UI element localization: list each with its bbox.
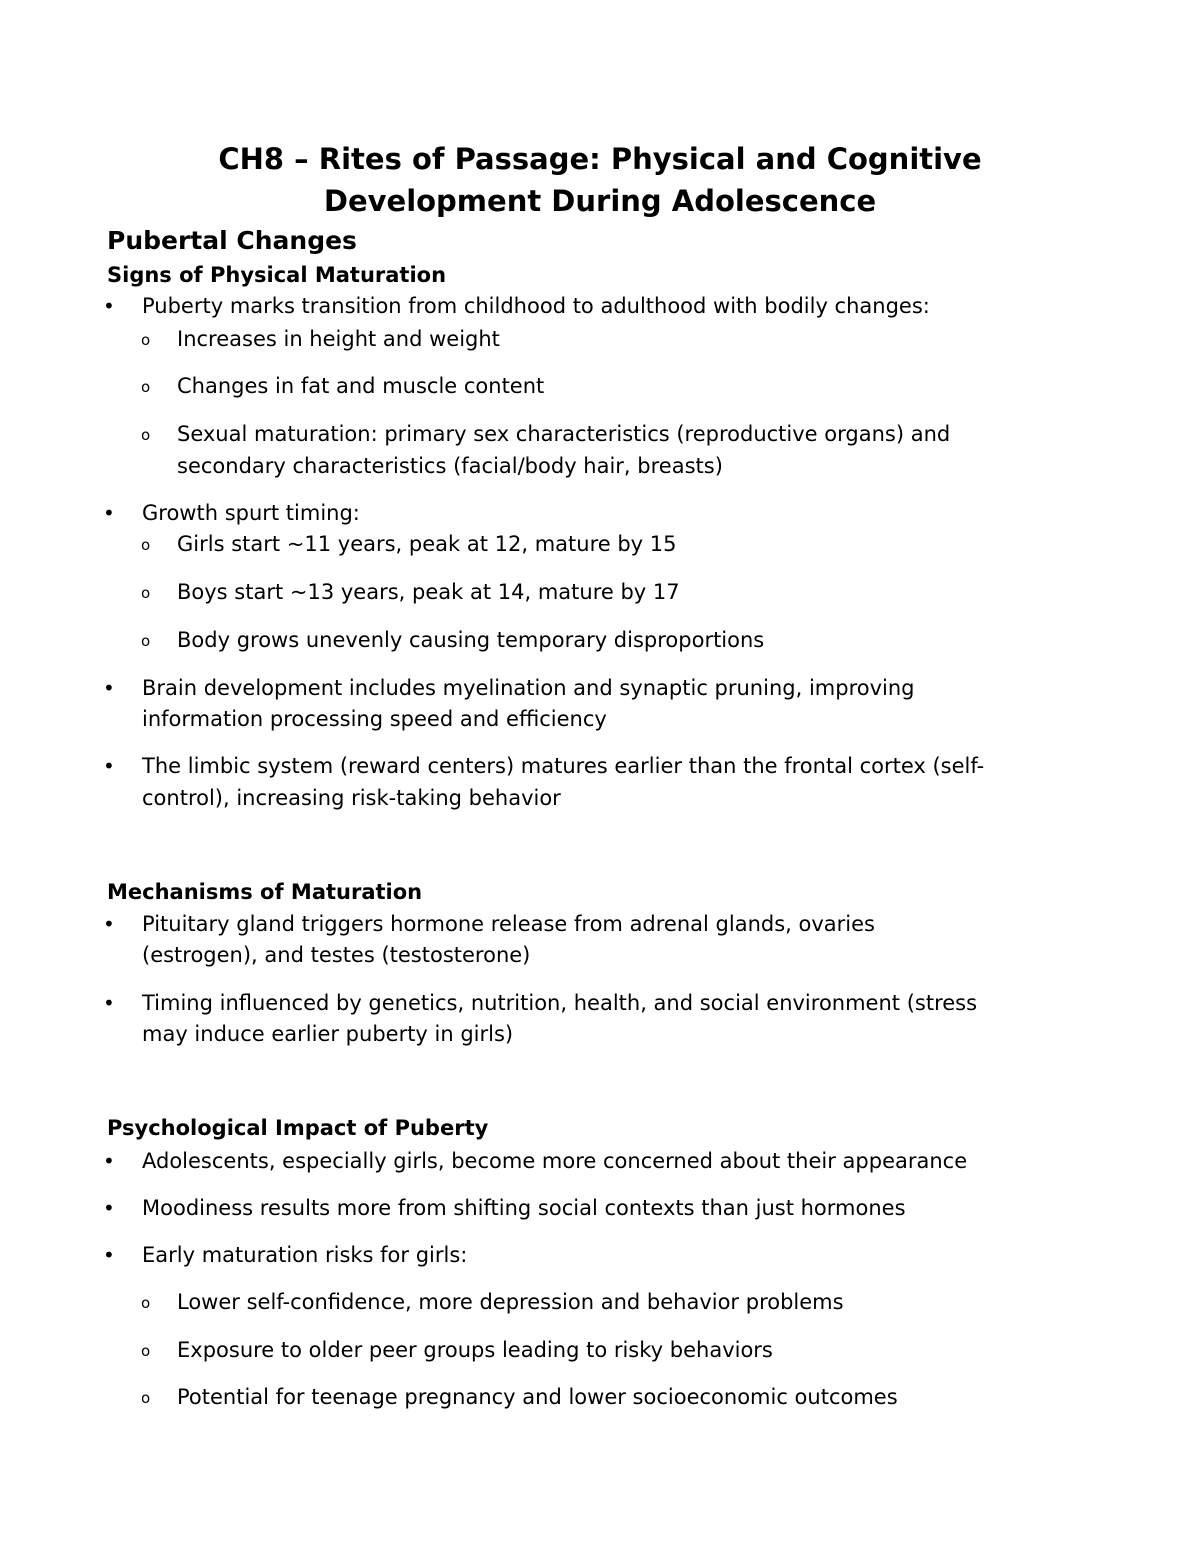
sub-bullet-marker: o <box>141 536 151 554</box>
bullet-marker: • <box>103 1196 115 1220</box>
list-item: Early maturation risks for girls: <box>142 1243 468 1267</box>
sub-bullet-marker: o <box>141 1294 151 1312</box>
title-line-2: Development During Adolescence <box>323 184 877 218</box>
sub-bullet-marker: o <box>141 331 151 349</box>
sub-bullet-marker: o <box>141 378 151 396</box>
sub-bullet-marker: o <box>141 584 151 602</box>
bullet-marker: • <box>103 676 115 700</box>
sub-list-item: Changes in fat and muscle content <box>177 374 545 398</box>
sub-list-item: Increases in height and weight <box>177 327 500 351</box>
list-item: Moodiness results more from shifting social contexts than just hormones <box>142 1196 906 1220</box>
bullet-marker: • <box>103 912 115 936</box>
list-item-continuation: information processing speed and efficiency <box>142 707 607 731</box>
sub-list-item: Sexual maturation: primary sex characteristics (reproductive organs) and <box>177 422 951 446</box>
list-item: Timing influenced by genetics, nutrition, health, and social environment (stress <box>142 991 978 1015</box>
list-item: Adolescents, especially girls, become more concerned about their appearance <box>142 1149 968 1173</box>
bullet-marker: • <box>103 294 115 318</box>
sub-list-item: Lower self-confidence, more depression and behavior problems <box>177 1290 844 1314</box>
list-item: The limbic system (reward centers) matures earlier than the frontal cortex (self- <box>142 754 985 778</box>
subheading-signs-of-physical-maturation: Signs of Physical Maturation <box>107 263 447 287</box>
sub-list-item: Potential for teenage pregnancy and lower socioeconomic outcomes <box>177 1385 898 1409</box>
sub-list-item: Girls start ~11 years, peak at 12, mature by 15 <box>177 532 677 556</box>
bullet-marker: • <box>103 501 115 525</box>
section-heading-pubertal-changes: Pubertal Changes <box>107 226 357 255</box>
list-item-continuation: control), increasing risk-taking behavior <box>142 786 561 810</box>
bullet-marker: • <box>103 991 115 1015</box>
sub-bullet-marker: o <box>141 1342 151 1360</box>
sub-list-item: Boys start ~13 years, peak at 14, mature by 17 <box>177 580 680 604</box>
subheading-psychological-impact: Psychological Impact of Puberty <box>107 1116 489 1140</box>
sub-list-item: Exposure to older peer groups leading to risky behaviors <box>177 1338 773 1362</box>
list-item-continuation: may induce earlier puberty in girls) <box>142 1022 514 1046</box>
bullet-marker: • <box>103 754 115 778</box>
title-line-1: CH8 – Rites of Passage: Physical and Cognitive <box>218 142 982 176</box>
bullet-marker: • <box>103 1149 115 1173</box>
sub-bullet-marker: o <box>141 632 151 650</box>
list-item: Brain development includes myelination and synaptic pruning, improving <box>142 676 915 700</box>
sub-bullet-marker: o <box>141 1389 151 1407</box>
list-item: Puberty marks transition from childhood to adulthood with bodily changes: <box>142 294 930 318</box>
sub-bullet-marker: o <box>141 426 151 444</box>
list-item-continuation: (estrogen), and testes (testosterone) <box>142 943 531 967</box>
bullet-marker: • <box>103 1243 115 1267</box>
sub-list-item-continuation: secondary characteristics (facial/body hair, breasts) <box>177 454 723 478</box>
page-title <box>0 138 1200 222</box>
sub-list-item: Body grows unevenly causing temporary disproportions <box>177 628 765 652</box>
list-item: Pituitary gland triggers hormone release from adrenal glands, ovaries <box>142 912 875 936</box>
subheading-mechanisms-of-maturation: Mechanisms of Maturation <box>107 880 423 904</box>
list-item: Growth spurt timing: <box>142 501 360 525</box>
